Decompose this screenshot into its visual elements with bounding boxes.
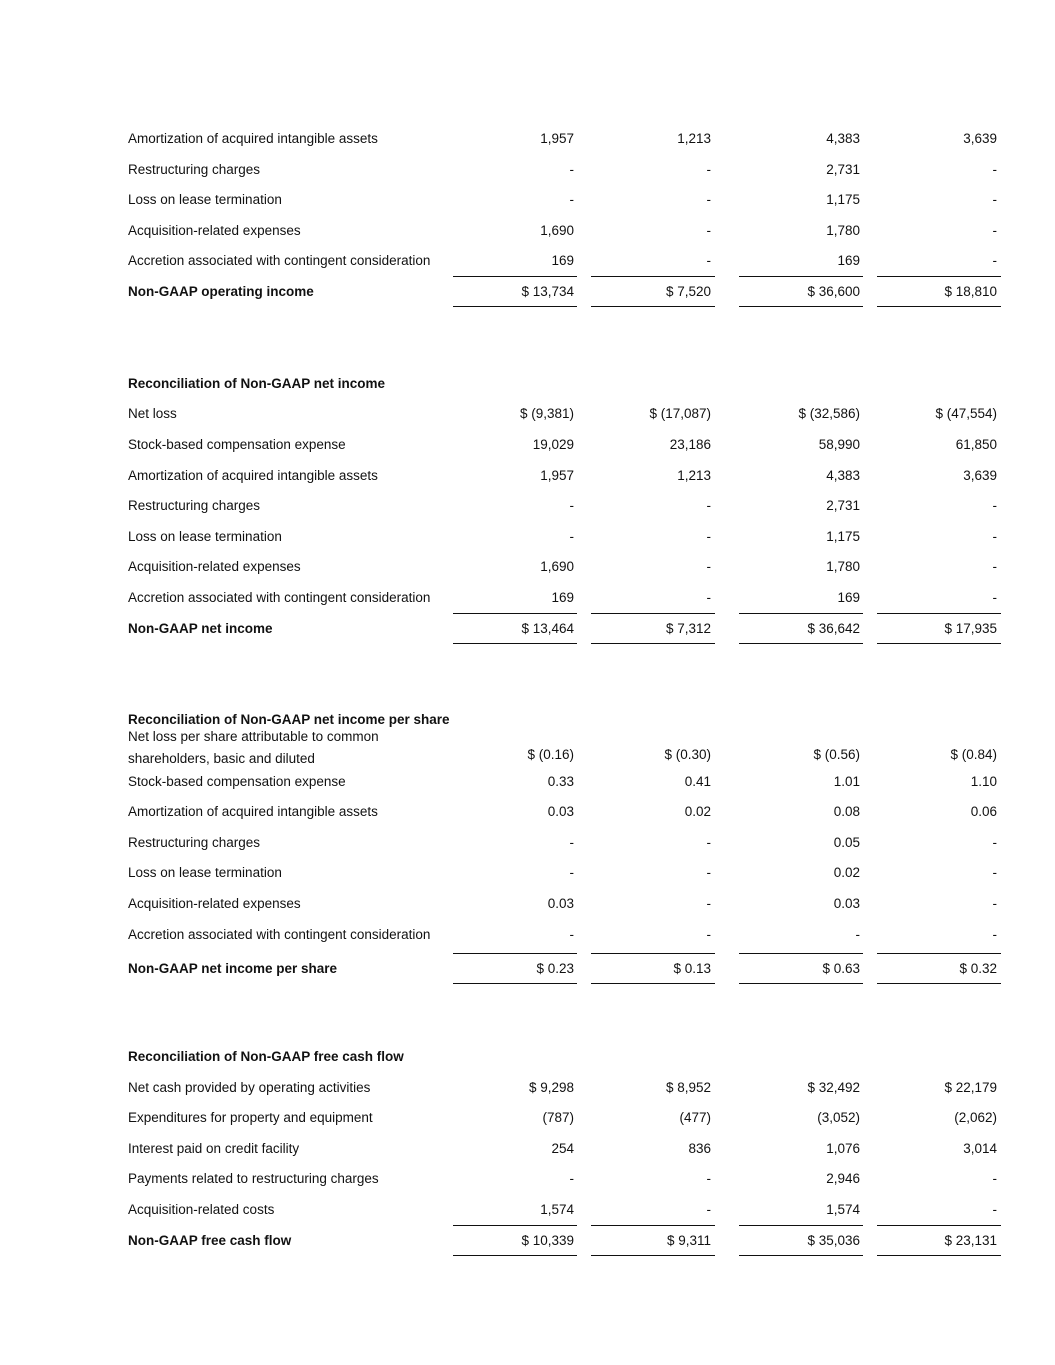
value-cell: 169 <box>551 590 574 605</box>
section-heading: Reconciliation of Non-GAAP net income <box>128 375 386 391</box>
value-cell: 4,383 <box>826 131 860 146</box>
value-cell: 1.10 <box>970 773 997 789</box>
value-cell: 0.08 <box>833 804 860 820</box>
value-cell: - <box>992 253 997 269</box>
value-cell: - <box>569 926 574 942</box>
value-cell: - <box>569 1171 574 1187</box>
value-cell: (477) <box>679 1110 711 1126</box>
value-cell: 1,957 <box>540 467 574 483</box>
value-cell: - <box>706 865 711 881</box>
value-cell: - <box>569 528 574 544</box>
value-cell: - <box>706 222 711 238</box>
row-label: Loss on lease termination <box>128 192 282 208</box>
value-cell: 1,175 <box>826 192 860 208</box>
row-label: Interest paid on credit facility <box>128 1140 300 1156</box>
value-cell: $ (0.56) <box>813 747 860 762</box>
total-rule-bottom-col2 <box>591 983 715 984</box>
value-cell: - <box>706 253 711 269</box>
value-cell: - <box>706 528 711 544</box>
value-cell: 4,383 <box>826 467 860 483</box>
total-value-cell: $ 0.23 <box>536 961 574 977</box>
value-cell: - <box>992 161 997 177</box>
table-row <box>0 920 1055 950</box>
value-cell: (2,062) <box>954 1110 997 1126</box>
total-value-cell: $ 36,600 <box>807 284 860 299</box>
value-cell: - <box>992 222 997 238</box>
total-value-cell: $ 13,734 <box>521 284 574 299</box>
total-value-cell: $ 7,520 <box>665 284 711 299</box>
value-cell: - <box>992 865 997 881</box>
table-row <box>0 216 1055 246</box>
table-row <box>0 155 1055 185</box>
value-cell: - <box>569 192 574 208</box>
row-label: Acquisition-related expenses <box>128 559 301 575</box>
total-value-cell: $ 13,464 <box>521 620 574 636</box>
total-rule-bottom-col1 <box>453 983 577 984</box>
value-cell: - <box>992 834 997 850</box>
total-row <box>0 954 1055 984</box>
row-label: Accretion associated with contingent consideration <box>128 590 431 605</box>
table-row <box>0 1195 1055 1225</box>
row-label: Expenditures for property and equipment <box>128 1110 373 1126</box>
total-value-cell: $ 7,312 <box>665 620 711 636</box>
value-cell: 0.33 <box>547 773 574 789</box>
total-value-cell: $ 18,810 <box>944 284 997 299</box>
total-rule-bottom-col1 <box>453 643 577 644</box>
total-row <box>0 614 1055 644</box>
row-label: Amortization of acquired intangible assets <box>128 467 378 483</box>
value-cell: $ (0.30) <box>664 747 711 762</box>
value-cell: 0.03 <box>547 804 574 820</box>
value-cell: 1,574 <box>540 1202 574 1217</box>
total-rule-bottom-col4 <box>877 983 1001 984</box>
value-cell: $ 8,952 <box>665 1079 711 1095</box>
table-row <box>0 1134 1055 1164</box>
table-row <box>0 858 1055 888</box>
total-value-cell: $ 0.32 <box>959 961 997 977</box>
value-cell: - <box>992 528 997 544</box>
total-value-cell: $ 36,642 <box>807 620 860 636</box>
value-cell: $ 9,298 <box>528 1079 574 1095</box>
value-cell: - <box>706 834 711 850</box>
total-rule-bottom-col4 <box>877 643 1001 644</box>
value-cell: 0.03 <box>833 896 860 911</box>
value-cell: 61,850 <box>955 437 997 452</box>
row-label: Restructuring charges <box>128 161 261 177</box>
table-row <box>0 1103 1055 1133</box>
value-cell: - <box>706 161 711 177</box>
value-cell: 169 <box>551 253 574 269</box>
table-row <box>0 246 1055 276</box>
row-label: Restructuring charges <box>128 498 261 514</box>
value-cell: 23,186 <box>669 437 711 452</box>
value-cell: - <box>992 559 997 575</box>
total-value-cell: $ 35,036 <box>807 1232 860 1248</box>
value-cell: - <box>992 1171 997 1187</box>
total-label: Non-GAAP operating income <box>128 284 314 299</box>
total-rule-bottom-col2 <box>591 643 715 644</box>
total-rule-bottom-col4 <box>877 1255 1001 1256</box>
value-cell: - <box>706 498 711 514</box>
value-cell: $ (0.84) <box>950 747 997 762</box>
row-label: Acquisition-related expenses <box>128 896 301 911</box>
value-cell: 1,213 <box>677 131 711 146</box>
total-value-cell: $ 23,131 <box>944 1232 997 1248</box>
value-cell: 58,990 <box>818 437 860 452</box>
value-cell: - <box>992 896 997 911</box>
value-cell: $ 32,492 <box>807 1079 860 1095</box>
value-cell: - <box>706 590 711 605</box>
table-row <box>0 729 1055 770</box>
table-row <box>0 828 1055 858</box>
value-cell: 2,731 <box>826 161 860 177</box>
value-cell: 1,213 <box>677 467 711 483</box>
table-row <box>0 552 1055 582</box>
value-cell: - <box>992 192 997 208</box>
value-cell: 169 <box>837 590 860 605</box>
row-label: Net cash provided by operating activities <box>128 1079 371 1095</box>
table-row <box>0 185 1055 215</box>
row-label: Accretion associated with contingent consideration <box>128 253 431 269</box>
value-cell: 0.02 <box>833 865 860 881</box>
total-rule-bottom-col3 <box>739 643 863 644</box>
total-value-cell: $ 10,339 <box>521 1232 574 1248</box>
value-cell: 1,175 <box>826 528 860 544</box>
value-cell: 3,639 <box>963 131 997 146</box>
row-label: Stock-based compensation expense <box>128 773 346 789</box>
row-label: Stock-based compensation expense <box>128 437 346 452</box>
row-label: Amortization of acquired intangible assets <box>128 131 378 146</box>
section-heading-row <box>0 369 1055 399</box>
value-cell: - <box>569 498 574 514</box>
value-cell: - <box>569 161 574 177</box>
table-row <box>0 1164 1055 1194</box>
table-row <box>0 124 1055 154</box>
value-cell: 1,780 <box>826 222 860 238</box>
table-row <box>0 767 1055 797</box>
value-cell: - <box>992 590 997 605</box>
value-cell: $ (0.16) <box>527 747 574 762</box>
value-cell: - <box>569 834 574 850</box>
section-heading: Reconciliation of Non-GAAP free cash flow <box>128 1049 404 1064</box>
value-cell: $ (9,381) <box>519 406 574 422</box>
total-rule-bottom-col1 <box>453 1255 577 1256</box>
value-cell: 254 <box>551 1140 574 1156</box>
total-label: Non-GAAP free cash flow <box>128 1232 292 1248</box>
value-cell: 1,574 <box>826 1202 860 1217</box>
value-cell: - <box>569 865 574 881</box>
table-row <box>0 889 1055 919</box>
total-value-cell: $ 9,311 <box>666 1232 711 1248</box>
total-value-cell: $ 0.63 <box>822 961 860 977</box>
value-cell: - <box>706 1202 711 1217</box>
value-cell: 3,639 <box>963 467 997 483</box>
value-cell: 3,014 <box>963 1140 997 1156</box>
total-rule-bottom-col3 <box>739 306 863 307</box>
value-cell: 2,946 <box>826 1171 860 1187</box>
row-label: Accretion associated with contingent consideration <box>128 926 431 942</box>
table-row <box>0 430 1055 460</box>
value-cell: - <box>855 926 860 942</box>
total-rule-bottom-col2 <box>591 306 715 307</box>
table-row <box>0 1073 1055 1103</box>
total-rule-bottom-col4 <box>877 306 1001 307</box>
value-cell: 0.06 <box>970 804 997 820</box>
value-cell: $ (47,554) <box>935 406 997 422</box>
value-cell: 169 <box>837 253 860 269</box>
section-heading: Reconciliation of Non-GAAP net income per share <box>128 712 450 728</box>
row-label: Loss on lease termination <box>128 865 282 881</box>
value-cell: 19,029 <box>532 437 574 452</box>
value-cell: 0.03 <box>547 896 574 911</box>
value-cell: (3,052) <box>817 1110 860 1126</box>
total-row <box>0 1226 1055 1256</box>
value-cell: 836 <box>688 1140 711 1156</box>
total-rule-bottom-col2 <box>591 1255 715 1256</box>
total-rule-bottom-col3 <box>739 1255 863 1256</box>
row-label: Loss on lease termination <box>128 528 282 544</box>
total-label: Non-GAAP net income per share <box>128 961 338 977</box>
section-heading-row <box>0 1042 1055 1072</box>
table-row <box>0 399 1055 429</box>
row-label: Net loss <box>128 406 177 422</box>
value-cell: (787) <box>542 1110 574 1126</box>
value-cell: 2,731 <box>826 498 860 514</box>
value-cell: - <box>706 1171 711 1187</box>
table-row <box>0 491 1055 521</box>
value-cell: 0.02 <box>684 804 711 820</box>
value-cell: - <box>992 926 997 942</box>
row-label: Amortization of acquired intangible assets <box>128 804 378 820</box>
total-value-cell: $ 0.13 <box>673 961 711 977</box>
table-row <box>0 797 1055 827</box>
row-label: Net loss per share attributable to common shareholders, basic and diluted <box>128 729 379 766</box>
value-cell: $ (17,087) <box>649 406 711 422</box>
table-row <box>0 461 1055 491</box>
total-rule-bottom-col3 <box>739 983 863 984</box>
value-cell: 1,957 <box>540 131 574 146</box>
value-cell: 0.05 <box>833 834 860 850</box>
value-cell: 1.01 <box>833 773 860 789</box>
total-value-cell: $ 17,935 <box>944 620 997 636</box>
value-cell: - <box>992 498 997 514</box>
table-row <box>0 522 1055 552</box>
value-cell: - <box>992 1202 997 1217</box>
total-rule-bottom-col1 <box>453 306 577 307</box>
value-cell: 1,076 <box>826 1140 860 1156</box>
row-label: Acquisition-related expenses <box>128 222 301 238</box>
value-cell: 1,690 <box>540 222 574 238</box>
row-label: Acquisition-related costs <box>128 1202 275 1217</box>
value-cell: 1,780 <box>826 559 860 575</box>
value-cell: - <box>706 192 711 208</box>
total-row <box>0 277 1055 307</box>
value-cell: 0.41 <box>684 773 711 789</box>
value-cell: $ (32,586) <box>798 406 860 422</box>
value-cell: - <box>706 559 711 575</box>
total-label: Non-GAAP net income <box>128 620 273 636</box>
table-row <box>0 583 1055 613</box>
value-cell: $ 22,179 <box>944 1079 997 1095</box>
value-cell: - <box>706 926 711 942</box>
value-cell: - <box>706 896 711 911</box>
value-cell: 1,690 <box>540 559 574 575</box>
row-label: Restructuring charges <box>128 834 261 850</box>
row-label: Payments related to restructuring charges <box>128 1171 379 1187</box>
